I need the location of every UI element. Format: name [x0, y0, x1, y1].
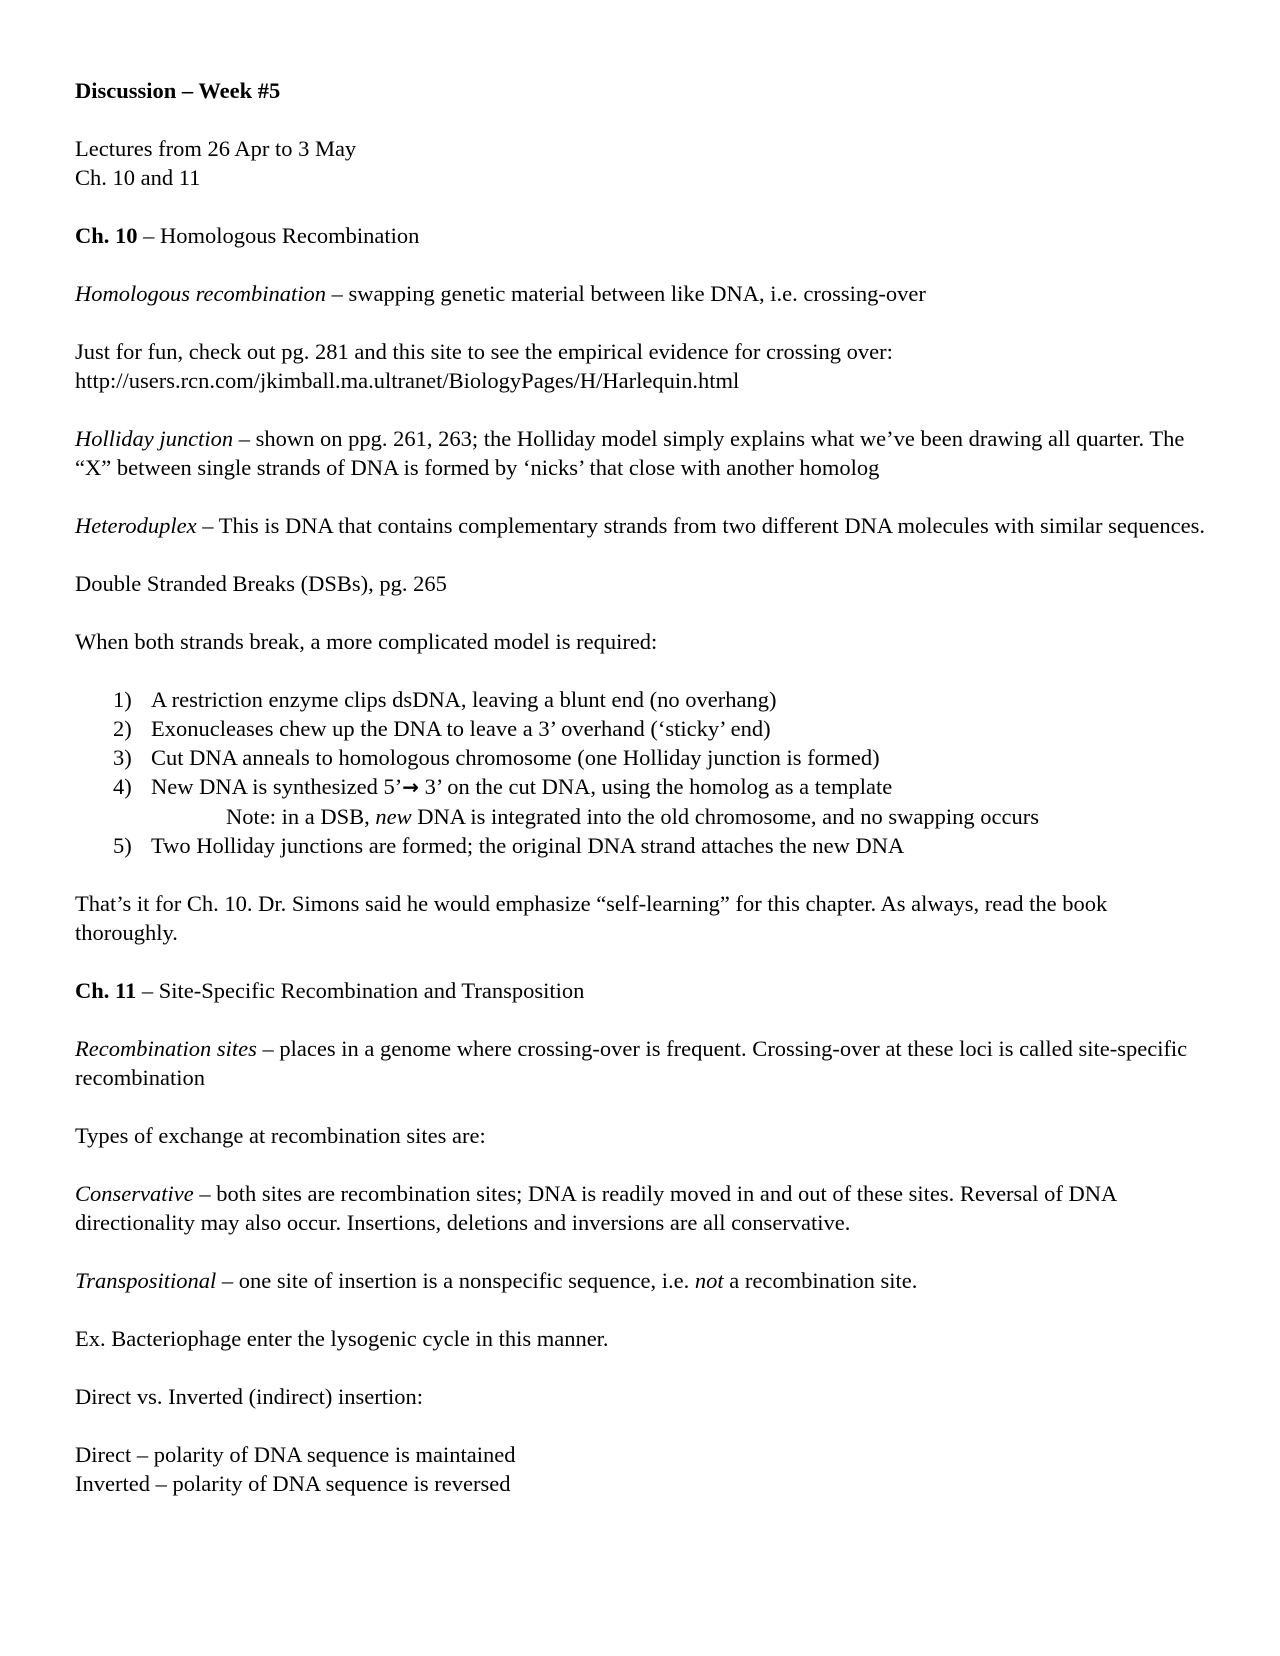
- holliday-term: Holliday junction: [75, 426, 234, 451]
- step-text-before: New DNA is synthesized 5’: [151, 774, 403, 799]
- dsb-steps-list: [75, 685, 1215, 860]
- step-number: 2): [113, 716, 132, 741]
- list-item: [75, 831, 1215, 860]
- step-text: Exonucleases chew up the DNA to leave a 3’ overhand (‘sticky’ end): [151, 716, 771, 741]
- homologous-text: – swapping genetic material between like DNA, i.e. crossing-over: [326, 281, 926, 306]
- transpositional-term: Transpositional: [75, 1268, 217, 1293]
- homologous-recombination-definition: [75, 279, 1215, 308]
- dsb-note: [75, 804, 1039, 829]
- heteroduplex-text: – This is DNA that contains complementary strands from two different DNA molecules with similar sequences.: [202, 513, 1205, 538]
- step-text: Two Holliday junctions are formed; the original DNA strand attaches the new DNA: [151, 833, 905, 858]
- ch11-label: Ch. 11: [75, 978, 137, 1003]
- ch10-heading: [75, 221, 1215, 250]
- holliday-text: – shown on ppg. 261, 263; the Holliday model simply explains what we’ve been drawing all quarter. The “X” between single strands of DNA is formed by ‘nicks’ that close with another homolog: [75, 426, 1185, 480]
- recomb-sites-text: – places in a genome where crossing-over is frequent. Crossing-over at these loci is called site-specific recombination: [75, 1036, 1188, 1090]
- inverted-insertion: Inverted – polarity of DNA sequence is reversed: [75, 1471, 511, 1496]
- heteroduplex-definition: [75, 511, 1215, 540]
- fun-paragraph: [75, 337, 1215, 395]
- conservative-text: – both sites are recombination sites; DNA is readily moved in and out of these sites. Reversal of DNA directionality may also occur. Insertions, deletions and inversions are all conservative.: [75, 1181, 1117, 1235]
- conservative-term: Conservative: [75, 1181, 194, 1206]
- holliday-junction-definition: [75, 424, 1215, 482]
- direct-insertion: Direct – polarity of DNA sequence is maintained: [75, 1442, 516, 1467]
- note-emphasis: new: [375, 804, 412, 829]
- ch10-closing: That’s it for Ch. 10. Dr. Simons said he would emphasize “self-learning” for this chapter. As always, read the book thoroughly.: [75, 891, 1108, 945]
- note-before: Note: in a DSB,: [226, 804, 376, 829]
- step-number: 5): [113, 833, 132, 858]
- ch11-heading: [75, 976, 1215, 1005]
- dsb-heading: Double Stranded Breaks (DSBs), pg. 265: [75, 571, 447, 596]
- fun-text: Just for fun, check out pg. 281 and this site to see the empirical evidence for crossing over:: [75, 339, 893, 364]
- step-number: 1): [113, 687, 132, 712]
- step-number: 3): [113, 745, 132, 770]
- transpositional-after: a recombination site.: [723, 1268, 918, 1293]
- heteroduplex-term: Heteroduplex: [75, 513, 203, 538]
- bacteriophage-example: Ex. Bacteriophage enter the lysogenic cycle in this manner.: [75, 1326, 609, 1351]
- homologous-term: Homologous recombination: [75, 281, 327, 306]
- title-text: Discussion – Week #5: [75, 78, 281, 103]
- intro-block: [75, 134, 1215, 192]
- transpositional-definition: [75, 1266, 1215, 1295]
- document-title: [75, 76, 1215, 105]
- dsb-intro: When both strands break, a more complicated model is required:: [75, 629, 658, 654]
- conservative-definition: [75, 1179, 1215, 1237]
- list-item: [75, 743, 1215, 772]
- direct-vs-inverted: Direct vs. Inverted (indirect) insertion:: [75, 1384, 424, 1409]
- ch10-label: Ch. 10: [75, 223, 138, 248]
- chapter-range: Ch. 10 and 11: [75, 165, 201, 190]
- step-number: 4): [113, 774, 132, 799]
- step-text: A restriction enzyme clips dsDNA, leaving a blunt end (no overhang): [151, 687, 777, 712]
- step-text: Cut DNA anneals to homologous chromosome (one Holliday junction is formed): [151, 745, 880, 770]
- types-intro: Types of exchange at recombination sites are:: [75, 1123, 486, 1148]
- document-page: [75, 76, 1215, 1527]
- recomb-sites-term: Recombination sites: [75, 1036, 257, 1061]
- transpositional-before: – one site of insertion is a nonspecific sequence, i.e.: [216, 1268, 695, 1293]
- list-item: [75, 685, 1215, 714]
- ch10-title: – Homologous Recombination: [137, 223, 420, 248]
- note-after: DNA is integrated into the old chromosome, and no swapping occurs: [411, 804, 1040, 829]
- right-arrow-icon: →: [402, 775, 419, 799]
- lecture-range: Lectures from 26 Apr to 3 May: [75, 136, 357, 161]
- step-text-after: 3’ on the cut DNA, using the homolog as a template: [418, 774, 893, 799]
- note-line: [75, 802, 1215, 831]
- recombination-sites-definition: [75, 1034, 1215, 1092]
- transpositional-emphasis: not: [694, 1268, 724, 1293]
- harlequin-url: http://users.rcn.com/jkimball.ma.ultranet/BiologyPages/H/Harlequin.html: [75, 368, 740, 393]
- insertion-types: [75, 1440, 1215, 1498]
- list-item: [75, 714, 1215, 743]
- ch11-title: – Site-Specific Recombination and Transposition: [136, 978, 585, 1003]
- list-item: [75, 772, 1215, 802]
